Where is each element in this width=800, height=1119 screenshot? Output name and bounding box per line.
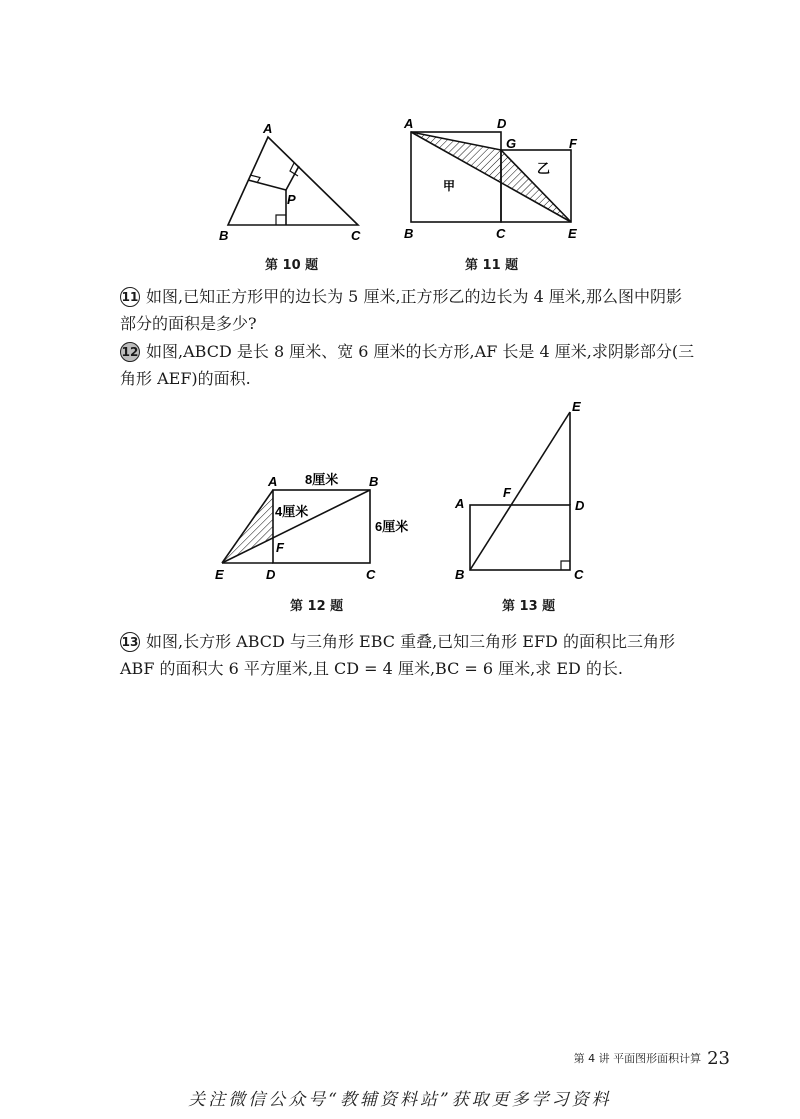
- fig13-label-f: F: [503, 485, 511, 500]
- fig11-label-jia: 甲: [443, 179, 456, 193]
- problem-13: [120, 628, 695, 682]
- problem-12: [120, 338, 695, 392]
- fig11-label-g: G: [506, 136, 517, 151]
- fig10-caption: 第 10 题: [265, 258, 319, 273]
- fig10-label-c: C: [351, 228, 361, 243]
- footer-chapter-title: 第 4 讲 平面图形面积计算: [573, 1052, 702, 1065]
- fig13-label-b: B: [455, 567, 465, 582]
- problem-11: [120, 283, 695, 337]
- fig12-label-a: A: [268, 474, 278, 489]
- fig13-label-c: C: [574, 567, 584, 582]
- fig10-label-a: A: [263, 121, 273, 136]
- fig12-label-d: D: [266, 567, 276, 582]
- page-number: 23: [707, 1048, 730, 1069]
- fig13-caption: 第 13 题: [502, 599, 556, 614]
- fig11-label-c: C: [496, 226, 506, 241]
- fig12-length-bc: 6厘米: [375, 519, 409, 534]
- fig10-label-b: B: [219, 228, 229, 243]
- figure-10: [215, 118, 375, 243]
- fig13-label-e: E: [572, 399, 581, 414]
- watermark-text: 关注微信公众号“教辅资料站”获取更多学习资料: [188, 1090, 612, 1110]
- fig13-label-a: A: [455, 496, 465, 511]
- figure-11: [400, 112, 590, 244]
- fig11-label-a: A: [404, 116, 414, 131]
- fig11-label-f: F: [569, 136, 577, 151]
- fig12-label-c: C: [366, 567, 376, 582]
- problem-11-number: 11: [120, 287, 140, 307]
- fig13-label-d: D: [575, 498, 585, 513]
- fig10-label-p: P: [287, 192, 296, 207]
- problem-11-text: 如图,已知正方形甲的边长为 5 厘米,正方形乙的边长为 4 厘米,那么图中阴影部分的面积是多少?: [120, 287, 682, 333]
- fig12-label-b: B: [369, 474, 379, 489]
- problem-12-number: 12: [120, 342, 140, 362]
- problem-13-text: 如图,长方形 ABCD 与三角形 EBC 重叠,已知三角形 EFD 的面积比三角形 ABF 的面积大 6 平方厘米,且 CD = 4 厘米,BC = 6 厘米,求 ED 的长.: [120, 632, 675, 678]
- fig12-label-f: F: [276, 540, 284, 555]
- fig12-label-e: E: [215, 567, 224, 582]
- problem-12-text: 如图,ABCD 是长 8 厘米、宽 6 厘米的长方形,AF 长是 4 厘米,求阴影部分(三角形 AEF)的面积.: [120, 342, 695, 388]
- fig11-label-e: E: [568, 226, 577, 241]
- figure-12: [212, 470, 417, 585]
- fig11-label-yi: 乙: [537, 161, 551, 176]
- fig12-length-af: 4厘米: [275, 504, 309, 519]
- figure-13: [450, 396, 600, 586]
- fig11-caption: 第 11 题: [465, 258, 519, 273]
- page-footer: [574, 1048, 730, 1069]
- problem-13-number: 13: [120, 632, 140, 652]
- fig12-caption: 第 12 题: [290, 599, 344, 614]
- fig11-label-b: B: [404, 226, 414, 241]
- fig11-label-d: D: [497, 116, 507, 131]
- fig12-length-ab: 8厘米: [305, 472, 339, 487]
